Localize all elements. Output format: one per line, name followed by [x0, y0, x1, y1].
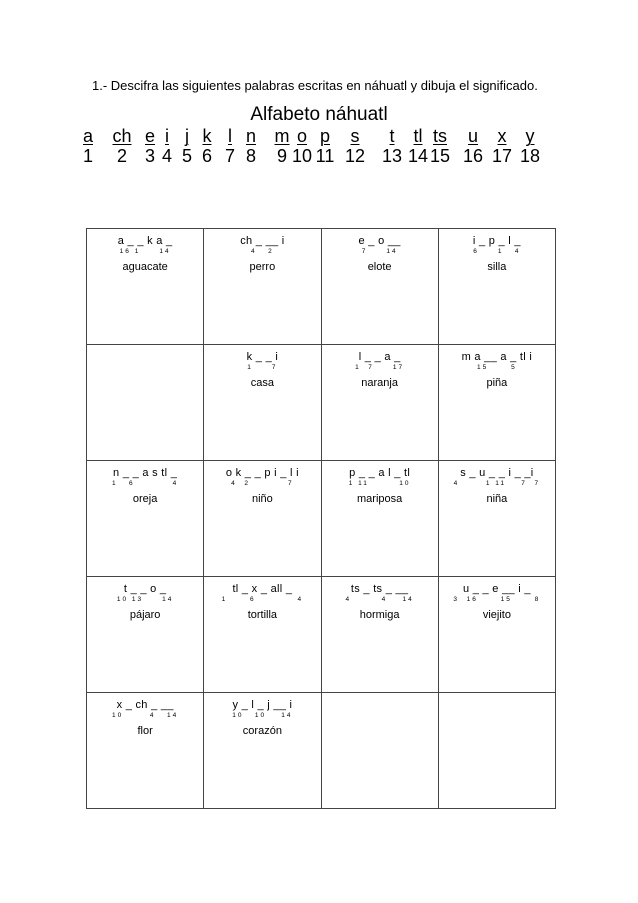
- spanish-meaning: aguacate: [122, 261, 168, 273]
- number-hints: 15 5: [477, 364, 517, 371]
- alphabet-title: Alfabeto náhuatl: [250, 104, 388, 125]
- drawing-cell[interactable]: [321, 345, 438, 461]
- alphabet-letter: m: [274, 126, 290, 146]
- drawing-cell[interactable]: [87, 461, 204, 577]
- cell-content: [322, 229, 438, 274]
- spanish-meaning: mariposa: [357, 493, 403, 505]
- grid-row: [87, 577, 556, 693]
- spanish-meaning: niño: [251, 493, 273, 505]
- grid-row: [87, 461, 556, 577]
- nahuatl-puzzle: y _ l _ j __ i: [232, 699, 293, 711]
- nahuatl-puzzle: tl _ x _ all _: [232, 583, 293, 595]
- cell-content: [87, 345, 203, 351]
- number-hints: 16 1 14: [119, 248, 171, 255]
- alphabet-number: 17: [491, 146, 513, 166]
- cell-content: [439, 577, 555, 622]
- nahuatl-puzzle: i _ p _ l _: [472, 235, 521, 247]
- nahuatl-puzzle: x _ ch _ __: [116, 699, 174, 711]
- number-hints: 6 1 4: [473, 248, 521, 255]
- alphabet-number: 4: [161, 146, 173, 166]
- cell-content: [87, 577, 203, 622]
- cell-content: [322, 345, 438, 390]
- cell-content: [87, 229, 203, 274]
- drawing-cell[interactable]: [438, 229, 555, 345]
- alphabet-letter: k: [202, 126, 212, 146]
- drawing-cell[interactable]: [87, 693, 204, 809]
- number-hints: 1 6 4: [111, 480, 179, 487]
- number-hints: 4 2: [251, 248, 274, 255]
- drawing-cell[interactable]: [204, 693, 321, 809]
- cell-content: [87, 693, 203, 738]
- grid-row: [87, 229, 556, 345]
- cell-content: [204, 229, 320, 274]
- alphabet-letter: x: [497, 126, 507, 146]
- alphabet-number: 15: [429, 146, 451, 166]
- spanish-meaning: perro: [249, 261, 276, 273]
- drawing-cell[interactable]: [321, 229, 438, 345]
- grid-row: [87, 345, 556, 461]
- alphabet-letter: y: [525, 126, 535, 146]
- alphabet-letter: n: [245, 126, 257, 146]
- drawing-cell[interactable]: [87, 577, 204, 693]
- alphabet-number: 7: [224, 146, 236, 166]
- number-hints: 1 6 4: [221, 596, 304, 603]
- number-hints: 7 14: [361, 248, 398, 255]
- alphabet-letter: u: [467, 126, 479, 146]
- spanish-meaning: elote: [367, 261, 392, 273]
- drawing-cell[interactable]: [438, 461, 555, 577]
- drawing-cell[interactable]: [87, 345, 204, 461]
- nahuatl-puzzle: s _ u _ _ i _ _i: [460, 467, 534, 479]
- number-hints: 1 7: [247, 364, 278, 371]
- drawing-cell[interactable]: [204, 461, 321, 577]
- cell-content: [322, 693, 438, 699]
- worksheet-grid: [86, 228, 556, 809]
- number-hints: 1 11 10: [348, 480, 411, 487]
- cell-content: [439, 345, 555, 390]
- instruction-text: 1.- Descifra las siguientes palabras escritas en náhuatl y dibuja el significado.: [92, 78, 538, 93]
- drawing-cell[interactable]: [204, 229, 321, 345]
- number-hints: 10 13 14: [116, 596, 174, 603]
- nahuatl-puzzle: ts _ ts _ __: [350, 583, 409, 595]
- cell-content: [87, 461, 203, 506]
- alphabet-number: 6: [201, 146, 213, 166]
- spanish-meaning: viejito: [482, 609, 511, 621]
- nahuatl-puzzle: k _ _ i: [246, 351, 279, 363]
- alphabet-number: 1: [82, 146, 94, 166]
- cell-content: [322, 461, 438, 506]
- nahuatl-puzzle: p _ _ a l _ tl: [349, 467, 411, 479]
- alphabet-number: 11: [315, 146, 335, 166]
- alphabet-letter: l: [228, 126, 232, 146]
- spanish-meaning: oreja: [132, 493, 158, 505]
- alphabet-letter: s: [350, 126, 360, 146]
- nahuatl-puzzle: n _ _ a s tl _: [113, 467, 178, 479]
- spanish-meaning: piña: [486, 377, 508, 389]
- cell-content: [204, 345, 320, 390]
- number-hints: 4 2 7: [231, 480, 294, 487]
- alphabet-number: 13: [381, 146, 403, 166]
- alphabet-letter: i: [165, 126, 169, 146]
- cell-content: [204, 693, 320, 738]
- alphabet-number: 14: [407, 146, 429, 166]
- cell-content: [439, 229, 555, 274]
- spanish-meaning: casa: [250, 377, 274, 389]
- nahuatl-puzzle: u _ _ e __ i _: [462, 583, 531, 595]
- spanish-meaning: flor: [137, 725, 153, 737]
- spanish-meaning: silla: [487, 261, 507, 273]
- number-hints: 4 1 11 7 7: [453, 480, 541, 487]
- alphabet-letter: o: [296, 126, 308, 146]
- alphabet-letter: ch: [112, 126, 132, 146]
- spanish-meaning: pájaro: [129, 609, 161, 621]
- number-hints: 10 10 14: [232, 712, 293, 719]
- drawing-cell[interactable]: [204, 345, 321, 461]
- alphabet-number: 8: [245, 146, 257, 166]
- number-hints: 3 16 15 8: [453, 596, 541, 603]
- alphabet-numbers-row: [80, 146, 560, 172]
- drawing-cell[interactable]: [438, 693, 555, 809]
- grid-row: [87, 693, 556, 809]
- alphabet-number: 9: [276, 146, 288, 166]
- cell-content: [439, 693, 555, 699]
- nahuatl-puzzle: t _ _ o _: [123, 583, 167, 595]
- alphabet-letter: p: [319, 126, 331, 146]
- drawing-cell[interactable]: [204, 577, 321, 693]
- nahuatl-puzzle: m a __ a _ tl i: [461, 351, 533, 363]
- spanish-meaning: corazón: [242, 725, 282, 737]
- number-hints: 4 4 14: [345, 596, 414, 603]
- alphabet-letter: ts: [432, 126, 448, 146]
- alphabet-letter: e: [144, 126, 156, 146]
- alphabet-number: 3: [144, 146, 156, 166]
- spanish-meaning: naranja: [361, 377, 398, 389]
- drawing-cell[interactable]: [321, 577, 438, 693]
- alphabet-letter: a: [82, 126, 94, 146]
- cell-content: [204, 577, 320, 622]
- nahuatl-puzzle: e _ o __: [358, 235, 401, 247]
- cell-content: [322, 577, 438, 622]
- alphabet-letter: t: [389, 126, 395, 146]
- drawing-cell[interactable]: [438, 345, 555, 461]
- drawing-cell[interactable]: [321, 461, 438, 577]
- nahuatl-puzzle: l _ _ a _: [358, 351, 401, 363]
- spanish-meaning: hormiga: [359, 609, 400, 621]
- spanish-meaning: niña: [486, 493, 508, 505]
- cell-content: [439, 461, 555, 506]
- drawing-cell[interactable]: [321, 693, 438, 809]
- alphabet-number: 12: [344, 146, 366, 166]
- number-hints: 1 7 17: [355, 364, 405, 371]
- alphabet-letter: tl: [413, 126, 423, 146]
- number-hints: 10 4 14: [112, 712, 179, 719]
- alphabet-number: 2: [116, 146, 128, 166]
- drawing-cell[interactable]: [87, 229, 204, 345]
- drawing-cell[interactable]: [438, 577, 555, 693]
- alphabet-number: 5: [181, 146, 193, 166]
- alphabet-number: 18: [519, 146, 541, 166]
- nahuatl-puzzle: o k _ _ p i _ l i: [225, 467, 299, 479]
- spanish-meaning: tortilla: [247, 609, 278, 621]
- alphabet-number: 10: [291, 146, 313, 166]
- nahuatl-puzzle: ch _ __ i: [240, 235, 285, 247]
- alphabet-number: 16: [462, 146, 484, 166]
- alphabet-letter: j: [185, 126, 189, 146]
- cell-content: [204, 461, 320, 506]
- nahuatl-puzzle: a _ _ k a _: [117, 235, 173, 247]
